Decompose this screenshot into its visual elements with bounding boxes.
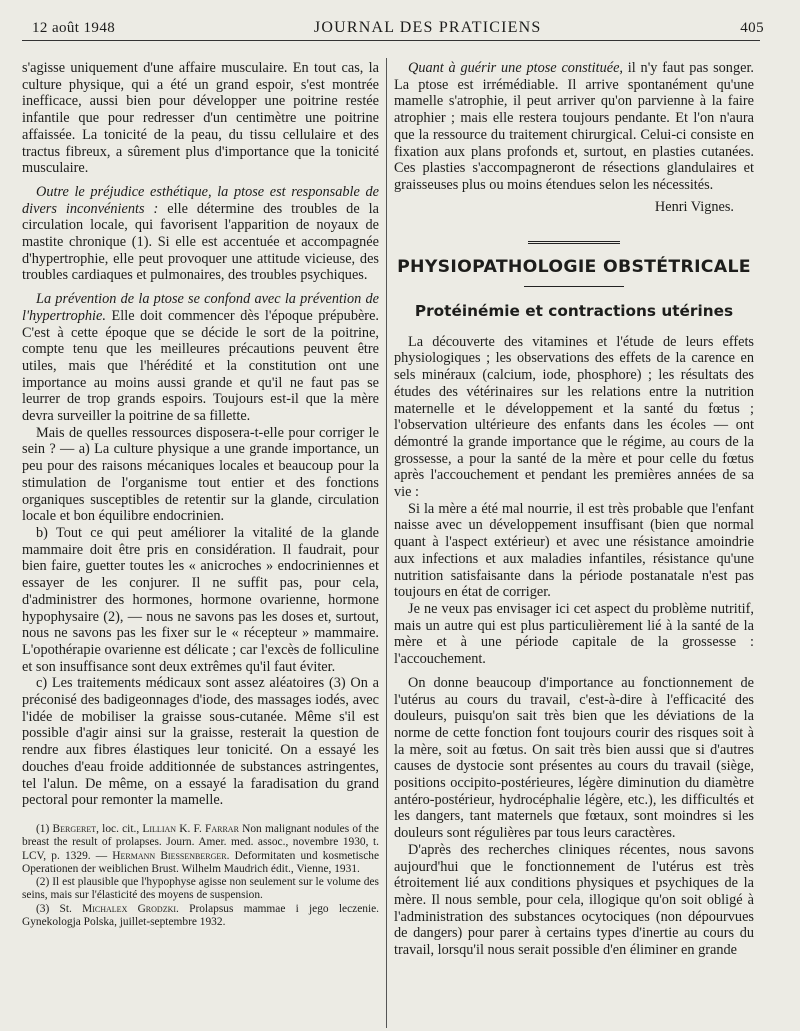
- article-paragraph-4: On donne beaucoup d'importance au fonctionnement de l'utérus au cours du travail, c'est-à-dire à l'efficacité des douleurs, puisqu'on sait très bien que les déviations de la norme de cette fonction font toujours courir des risques soit à la mère, soit au fœtus. On sait très bien aussi que si d'autres causes de dystocie sont présentes au cours du travail (siège, positions occipito-postérieures, légère diminution du diamètre antéro-postérieur, hydrocéphalie légère, etc.), les difficultés et les dangers, tant maternels que fœtaux, sont moindres si les douleurs sont régulières par tous leurs caractères.: [394, 674, 754, 842]
- paragraph-cure: [394, 60, 754, 194]
- paragraph-prevention: [22, 291, 379, 425]
- footnote-3-author: Michalex Grodzki: [82, 902, 177, 915]
- section-separator: [528, 241, 620, 247]
- paragraph-point-b: b) Tout ce qui peut améliorer la vitalité de la glande mammaire doit être pris en considération. Il faudrait, pour bien faire, guetter toutes les « anicroches » endocriniennes et essayer de les conjurer. Il ne suffit pas, pour cela, d'administrer des hormones, hormone ovarienne, hormone hypophysaire (2), — nous ne savons pas les doses et, surtout, nous ne savons pas les fixer sur le « récepteur » mammaire. L'opothérapie ovarienne est délicate ; car l'excès de folliculine et son insuffisance sont deux extrêmes qu'il faut éviter.: [22, 524, 379, 675]
- paragraph-resources: Mais de quelles ressources disposera-t-elle pour corriger le sein ? — a) La culture physique a une grande importance, un peu pour des raisons mécaniques locales et beaucoup pour la stimulation de l'organisme tout entier et des fonctions organiques susceptibles de retentir sur la glande, circulation locale et bon équilibre endocrinien.: [22, 424, 379, 525]
- right-column: [394, 60, 754, 959]
- lead-phrase-prevention: La prévention de la ptose se confond avec la prévention de l'hypertrophie.: [22, 291, 379, 324]
- footnote-1-part-c: Non malignant nodules of the breast the result of prolapses. Journ. Amer. med. assoc., novembre 1930, t. LCV, p. 1329. —: [22, 822, 379, 862]
- footnote-3: [22, 903, 379, 930]
- left-column: [22, 60, 379, 929]
- footnote-1: [22, 823, 379, 876]
- issue-date: 12 août 1948: [32, 20, 116, 36]
- paragraph-intro: s'agisse uniquement d'une affaire musculaire. En tout cas, la culture physique, qui a été un grand espoir, s'est montrée inefficace, aussi bien pour développer une poitrine restée infantile que pour redresser d'un centimètre une poitrine affaissée. La tonicité de la peau, du tissu cellulaire et des tractus fibreux, a sûrement plus d'importance que la tonicité musculaire.: [22, 60, 379, 177]
- article-paragraph-5: D'après des recherches cliniques récentes, nous savons aujourd'hui que le fonctionnement de l'utérus est très étroitement lié aux conditions physiques et psychiques de la mère. Il nous semble, pour cela, illogique qu'on soit obligé à l'administration des substances ocytociques (non dépourvues de dangers) pour parer à certains types d'inertie au cours du travail, lorsqu'il nous serait possible d'en éliminer en grande: [394, 841, 754, 959]
- journal-title: JOURNAL DES PRATICIENS: [313, 19, 542, 36]
- text-cure: il n'y faut pas songer. La ptose est irrémédiable. Il arrive spontanément qu'une mamelle s'atrophie, il peut arriver qu'on parvienne à la faire atrophier ; mais elle restera toujours pendante. Et l'on n'aura que la ressource du traitement chirurgical. Celui-ci consiste en fixation aux plans profonds et, surtout, en plasties cutanées. Ces plasties s'accompagneront de résections glandulaires et graisseuses plus ou moins étendues selon les nécessités.: [394, 60, 754, 193]
- column-divider: [386, 58, 387, 1028]
- footnote-2: (2) Il est plausible que l'hypophyse agisse non seulement sur le volume des seins, mais sur l'élasticité des moyens de suspension.: [22, 876, 379, 902]
- article-paragraph-1: La découverte des vitamines et l'étude de leurs effets physiologiques ; les observations des effets de la carence en sels minéraux (calcium, iode, phosphore) ; les résultats des études des vétérinaires sur les relations entre la nutrition maternelle et le développement et la santé du fœtus ; l'observation ultérieure des enfants dans les écoles — ont démontré la grande importance que le régime, au cours de la grossesse, a pour la santé de la mère et pour celle du fœtus après l'accouchement et pendant les premières années de sa vie :: [394, 333, 754, 501]
- footnote-3-number: (3) St.: [36, 902, 83, 915]
- author-signature: Henri Vignes.: [654, 198, 734, 215]
- footnote-1-part-d: . Deformitaten und kosmetische Operationen der weiblichen Brust. Wilhelm Maudrich édit., Vienne, 1931.: [22, 849, 379, 875]
- article-paragraph-3: Je ne veux pas envisager ici cet aspect du problème nutritif, mais un autre qui est plus particulièrement lié à la santé de la mère et à une période capitale de la grossesse : l'accouchement.: [394, 600, 754, 668]
- header-rule: [22, 40, 760, 41]
- section-title-rule: [524, 286, 624, 287]
- footnote-1-part-b: , loc. cit.,: [96, 822, 143, 835]
- footnotes: [22, 823, 379, 929]
- page-number: 405: [740, 20, 764, 36]
- footnote-1-number: (1): [36, 822, 53, 835]
- article-body: [394, 334, 754, 959]
- lead-phrase-cure: Quant à guérir une ptose constituée,: [408, 60, 623, 76]
- paragraph-prejudice: [22, 184, 379, 284]
- lead-phrase-prejudice: Outre le préjudice esthétique, la ptose est responsable de divers inconvénients :: [22, 183, 379, 217]
- paragraph-point-c: c) Les traitements médicaux sont assez aléatoires (3) On a préconisé des badigeonnages d'iode, des massages iodés, avec l'idée de mobiliser la graisse sous-cutanée. Même s'il est possible d'agir ainsi sur la graisse, resterait la question de rendre aux fibres élastiques leur tonicité. On a essayé les douches d'eau froide additionnée de substances astringentes, tel l'alun. De même, on a essayé la faradisation du grand pectoral pour remonter la mamelle.: [22, 675, 379, 809]
- text-prevention: Elle doit commencer dès l'époque prépubère. C'est à cette époque que se décide le sort de la poitrine, compte tenu que les meilleures précautions peuvent être utiles, mais que l'hérédité et la constitution ont une importance au moins aussi grande et qu'il ne faut pas se leurrer de trop grands espoirs. Toujours est-il que la mère devra surveiller la poitrine de sa fillette.: [22, 307, 379, 425]
- footnote-3-text: . Prolapsus mammae i jego leczenie. Gynekologja Polska, juillet-septembre 1932.: [22, 902, 380, 929]
- article-paragraph-2: Si la mère a été mal nourrie, il est très probable que l'enfant naisse avec un développement insuffisant (bien que normal quant à l'aspect extérieur) et avec une résistance amoindrie aux infections et aux maladies infantiles, résistance qu'une nutrition satisfaisante dans la période postanatale n'est pas toujours en état de corriger.: [394, 500, 754, 601]
- footnote-1-author-3: Hermann Biessenberger: [112, 849, 227, 862]
- running-head: [32, 13, 764, 37]
- article-title: Protéinémie et contractions utérines: [414, 302, 734, 321]
- footnote-1-author-1: Bergeret: [52, 822, 97, 835]
- text-prejudice: elle détermine des troubles de la circulation locale, qui favorisent l'apparition de noyaux de mastite chronique (1). Si elle est accentuée et accompagnée d'hypertrophie, elle peut provoquer une attitude vicieuse, des troubles cardiaques et pulmonaires, des troubles psychiques.: [22, 200, 379, 284]
- section-title: PHYSIOPATHOLOGIE OBSTÉTRICALE: [397, 257, 751, 278]
- footnote-1-author-2: Lillian K. F. Farrar: [142, 822, 239, 835]
